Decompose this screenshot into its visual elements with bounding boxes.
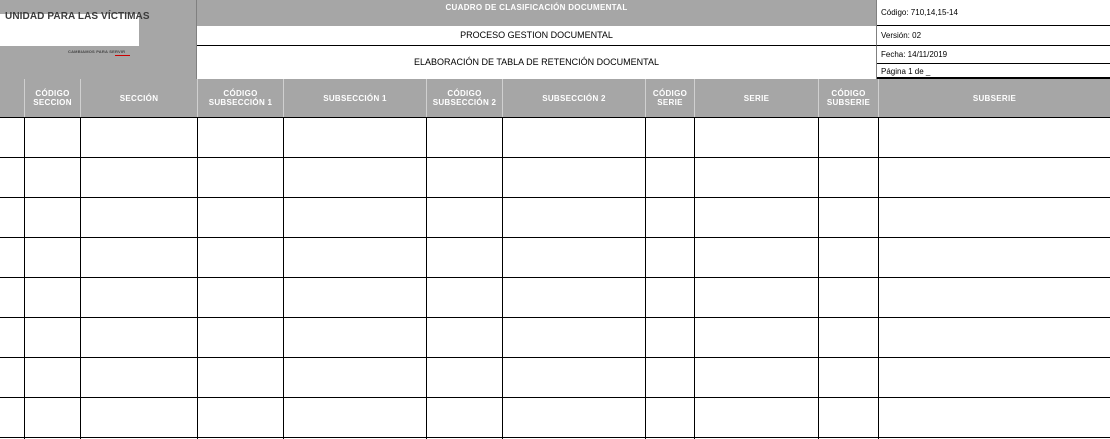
column-header-codigo-subseccion-1: CÓDIGO SUBSECCIÓN 1 (198, 79, 284, 117)
grid-column-divider (818, 117, 819, 439)
column-header-blank (0, 79, 25, 117)
grid-row-divider (0, 357, 1110, 358)
logo-underline (115, 55, 130, 56)
grid-row-divider (0, 237, 1110, 238)
grid-row-divider (0, 397, 1110, 398)
process-name: PROCESO GESTION DOCUMENTAL (197, 26, 877, 46)
column-header-serie: SERIE (695, 79, 819, 117)
column-header-subserie: SUBSERIE (879, 79, 1110, 117)
grid-column-divider (694, 117, 695, 439)
logo-panel (0, 0, 197, 79)
document-date: Fecha: 14/11/2019 (877, 46, 1110, 64)
grid-column-divider (80, 117, 81, 439)
logo-title: UNIDAD PARA LAS VÍCTIMAS (5, 11, 150, 22)
document-title: CUADRO DE CLASIFICACIÓN DOCUMENTAL (445, 3, 628, 12)
column-header-seccion: SECCIÓN (81, 79, 198, 117)
grid-column-divider (878, 117, 879, 439)
document-version: Versión: 02 (877, 26, 1110, 46)
grid-row-divider (0, 157, 1110, 158)
grid-row-divider (0, 117, 1110, 118)
column-header-subseccion-2: SUBSECCIÓN 2 (503, 79, 646, 117)
grid-column-divider (645, 117, 646, 439)
document-page: Página 1 de _ (877, 64, 1110, 79)
column-header-codigo-subserie: CÓDIGO SUBSERIE (819, 79, 879, 117)
grid-column-divider (283, 117, 284, 439)
grid-column-divider (502, 117, 503, 439)
column-header-codigo-subseccion-2: CÓDIGO SUBSECCIÓN 2 (427, 79, 503, 117)
column-header-codigo-serie: CÓDIGO SERIE (646, 79, 695, 117)
column-header-subseccion-1: SUBSECCIÓN 1 (284, 79, 427, 117)
grid-column-divider (24, 117, 25, 439)
grid-row-divider (0, 317, 1110, 318)
grid-column-divider (197, 117, 198, 439)
elaboration-title: ELABORACIÓN DE TABLA DE RETENCIÓN DOCUMENTAL (197, 46, 877, 79)
column-header-codigo-seccion: CÓDIGO SECCION (25, 79, 81, 117)
grid-row-divider (0, 437, 1110, 438)
grid-row-divider (0, 277, 1110, 278)
grid-column-divider (426, 117, 427, 439)
grid-row-divider (0, 197, 1110, 198)
logo-subtitle: CAMBIAMOS PARA SERVIR (68, 49, 126, 54)
document-code: Código: 710,14,15-14 (877, 0, 1110, 26)
document-title-bar (197, 0, 877, 26)
